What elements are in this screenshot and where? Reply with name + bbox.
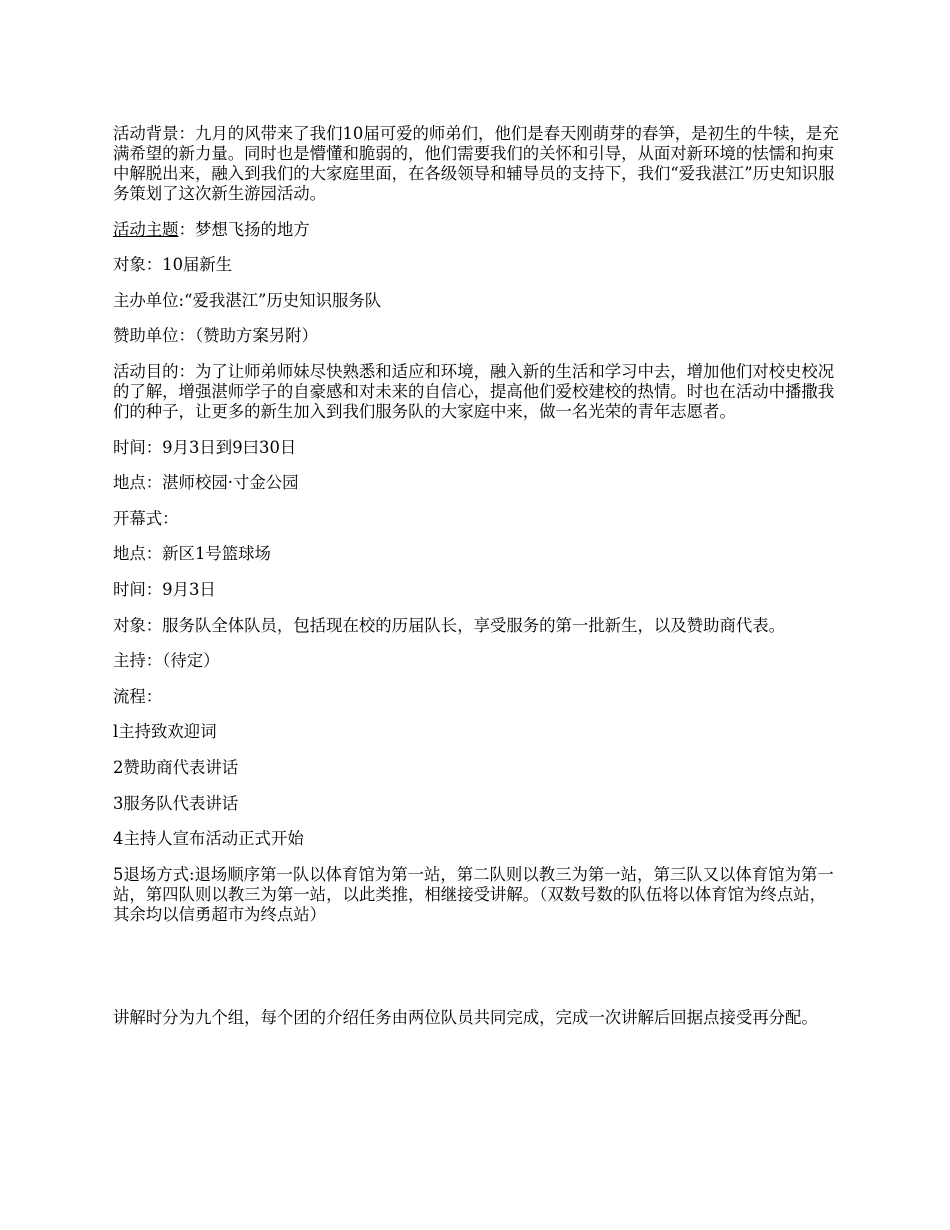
opening-target-paragraph: 对象：服务队全体队员，包括现在校的历届队长，享受服务的第一批新生，以及赞助商代表。 (113, 615, 786, 635)
target-paragraph: 对象：10届新生 (113, 255, 233, 275)
organizer-paragraph: 主办单位:“爱我湛江”历史知识服务队 (113, 290, 382, 310)
location-paragraph: 地点：湛师校园·寸金公园 (113, 473, 299, 493)
theme-value: ：梦想飞扬的地方 (178, 219, 310, 239)
theme-label: 活动主题 (113, 219, 179, 239)
opening-location-paragraph: 地点：新区1号篮球场 (113, 544, 271, 564)
opening-time-paragraph: 时间：9月3日 (113, 579, 216, 599)
document-body (113, 124, 841, 1044)
background-paragraph: 活动背景：九月的风带来了我们10届可爱的师弟们，他们是春天刚萌芽的春笋，是初生的牛犊，是充满希望的新力量。同时也是懵懂和脆弱的，他们需要我们的关怀和引导，从面对新环境的怯懦和拘束中解脱出来，融入到我们的大家庭里面，在各级领导和辅导员的支持下，我们“爱我湛江”历史知识服务策划了这次新生游园活动。 (113, 124, 839, 203)
process-heading: 流程： (113, 686, 163, 706)
process-step: l主持致欢迎词 (113, 722, 217, 742)
explain-paragraph: 讲解时分为九个组，每个团的介绍任务由两位队员共同完成，完成一次讲解后回据点接受再分配。 (113, 1008, 818, 1028)
time-paragraph: 时间：9月3日到9曰30日 (113, 437, 297, 457)
process-step: 2赞助商代表讲话 (113, 757, 239, 777)
process-step: 4主持人宣布活动正式开始 (113, 829, 304, 849)
host-paragraph: 主持：（待定） (113, 651, 220, 671)
theme-paragraph (113, 220, 841, 240)
process-step: 5退场方式:退场顺序第一队以体育馆为第一站，第二队则以教三为第一站，第三队又以体育馆为第一站，第四队则以教三为第一站，以此类推，相继接受讲解。（双数号数的队伍将以体育馆为终点站，其余均以信勇超市为终点站） (113, 864, 834, 924)
process-step: 3服务队代表讲话 (113, 793, 239, 813)
sponsor-paragraph: 赞助单位：（赞助方案另附） (113, 326, 318, 346)
opening-heading: 开幕式： (113, 508, 179, 528)
blank-gap (113, 940, 841, 1008)
purpose-paragraph: 活动目的：为了让师弟师妹尽快熟悉和适应和环境，融入新的生活和学习中去，增加他们对校史校况的了解，增强湛师学子的自豪感和对未来的自信心，提高他们爱校建校的热情。时也在活动中播撒我们的种子，让更多的新生加入到我们服务队的大家庭中来，做一名光荣的青年志愿者。 (113, 361, 835, 421)
